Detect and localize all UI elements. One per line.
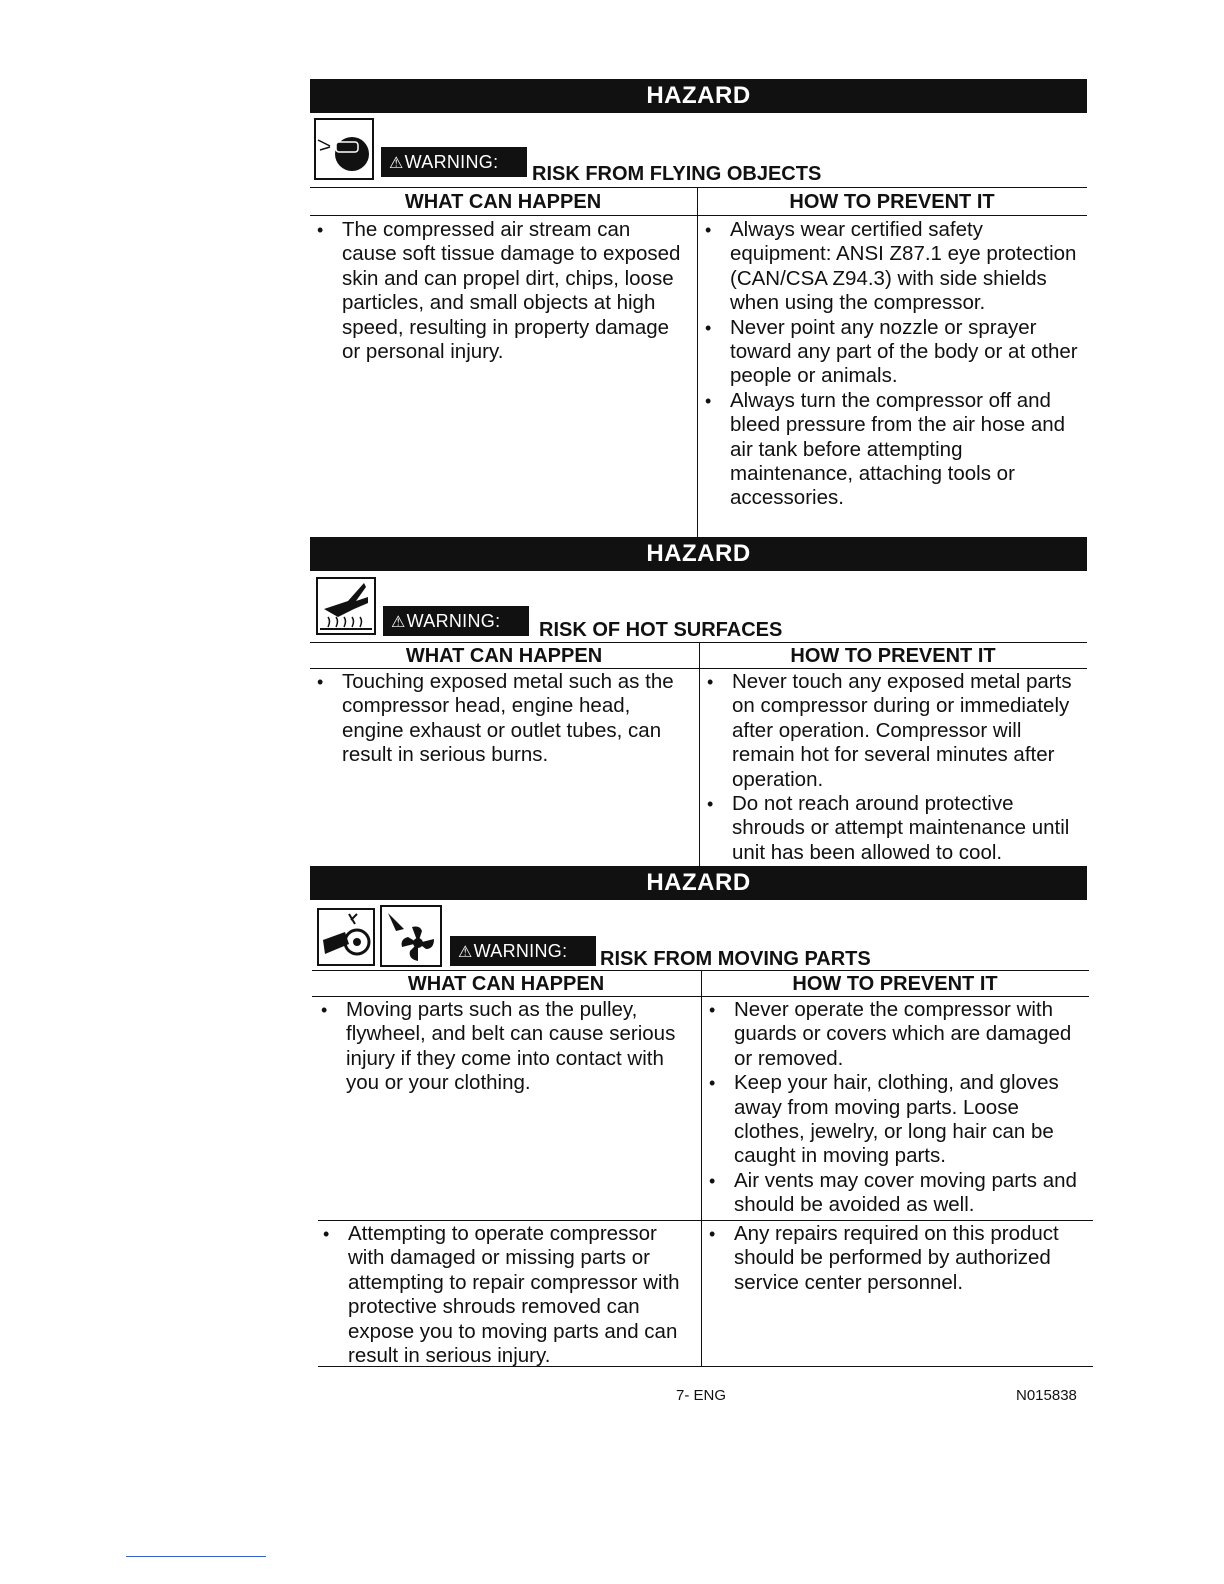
list-item: • Never operate the compressor with guards or covers which are damaged or removed. — [704, 998, 1089, 1071]
hazard-banner: HAZARD — [310, 866, 1087, 900]
hot-surface-hand-icon — [316, 577, 376, 635]
warning-label: WARNING: — [404, 152, 499, 172]
how-header: HOW TO PREVENT IT — [789, 191, 995, 213]
hazard-banner: HAZARD — [310, 537, 1087, 571]
how-header: HOW TO PREVENT IT — [792, 973, 998, 995]
what-header: WHAT CAN HAPPEN — [404, 191, 602, 213]
what-header: WHAT CAN HAPPEN — [405, 645, 603, 667]
decorative-rule — [126, 1556, 266, 1557]
list-item: • Any repairs required on this product should be performed by authorized service center personnel. — [704, 1222, 1089, 1295]
list-item: • Attempting to operate compressor with damaged or missing parts or attempting to repair compressor with protective shrouds removed can expose you to moving parts and can result in serious injury. — [318, 1222, 698, 1368]
list-item: • Keep your hair, clothing, and gloves away from moving parts. Loose clothes, jewelry, or long hair can be caught in moving parts. — [704, 1071, 1089, 1169]
what-list — [312, 670, 690, 768]
warning-label: WARNING: — [473, 941, 568, 961]
risk-title: RISK OF HOT SURFACES — [539, 619, 783, 641]
page-number: 7- ENG — [676, 1387, 727, 1404]
list-item: • Always wear certified safety equipment: ANSI Z87.1 eye protection (CAN/CSA Z94.3) with side shields when using the compressor. — [700, 218, 1085, 316]
list-item: • Touching exposed metal such as the compressor head, engine head, engine exhaust or outlet tubes, can result in serious burns. — [312, 670, 690, 768]
warning-badge — [450, 936, 596, 966]
divider — [318, 1366, 1093, 1367]
list-item: • Always turn the compressor off and bleed pressure from the air hose and air tank before attempting maintenance, attaching tools or accessories. — [700, 389, 1085, 511]
column-divider — [697, 187, 698, 537]
document-code: N015838 — [1016, 1387, 1077, 1404]
list-item: • Never touch any exposed metal parts on compressor during or immediately after operation. Compressor will remain hot for several minutes after operation. — [702, 670, 1087, 792]
warning-triangle-icon: ⚠ — [458, 944, 473, 961]
fan-hazard-icon — [380, 905, 442, 967]
warning-badge — [383, 606, 529, 636]
list-item: • Moving parts such as the pulley, flywheel, and belt can cause serious injury if they come into contact with you or your clothing. — [316, 998, 694, 1096]
divider — [310, 215, 1087, 216]
what-list — [318, 1222, 698, 1368]
warning-triangle-icon: ⚠ — [389, 155, 404, 172]
warning-triangle-icon: ⚠ — [391, 614, 406, 631]
risk-title: RISK FROM FLYING OBJECTS — [532, 163, 822, 185]
list-item: • Air vents may cover moving parts and should be avoided as well. — [704, 1169, 1089, 1218]
what-list — [316, 998, 694, 1096]
how-header: HOW TO PREVENT IT — [790, 645, 996, 667]
column-divider — [701, 970, 702, 1366]
divider — [310, 187, 1087, 188]
warning-badge — [381, 147, 527, 177]
list-item: • Do not reach around protective shrouds or attempt maintenance until unit has been allowed to cool. — [702, 792, 1087, 865]
hazard-banner: HAZARD — [310, 79, 1087, 113]
what-list — [312, 218, 688, 364]
how-list — [704, 998, 1089, 1218]
what-header: WHAT CAN HAPPEN — [407, 973, 605, 995]
safety-goggles-icon — [314, 118, 374, 180]
warning-label: WARNING: — [406, 611, 501, 631]
risk-title: RISK FROM MOVING PARTS — [600, 948, 871, 970]
divider — [318, 1220, 1093, 1221]
list-item: • The compressed air stream can cause soft tissue damage to exposed skin and can propel dirt, chips, loose particles, and small objects at high speed, resulting in property damage or personal injury. — [312, 218, 688, 364]
column-divider — [699, 642, 700, 866]
how-list — [702, 670, 1087, 865]
how-list — [704, 1222, 1089, 1295]
pulley-hazard-icon — [317, 908, 375, 966]
how-list — [700, 218, 1085, 511]
list-item: • Never point any nozzle or sprayer toward any part of the body or at other people or animals. — [700, 316, 1085, 389]
